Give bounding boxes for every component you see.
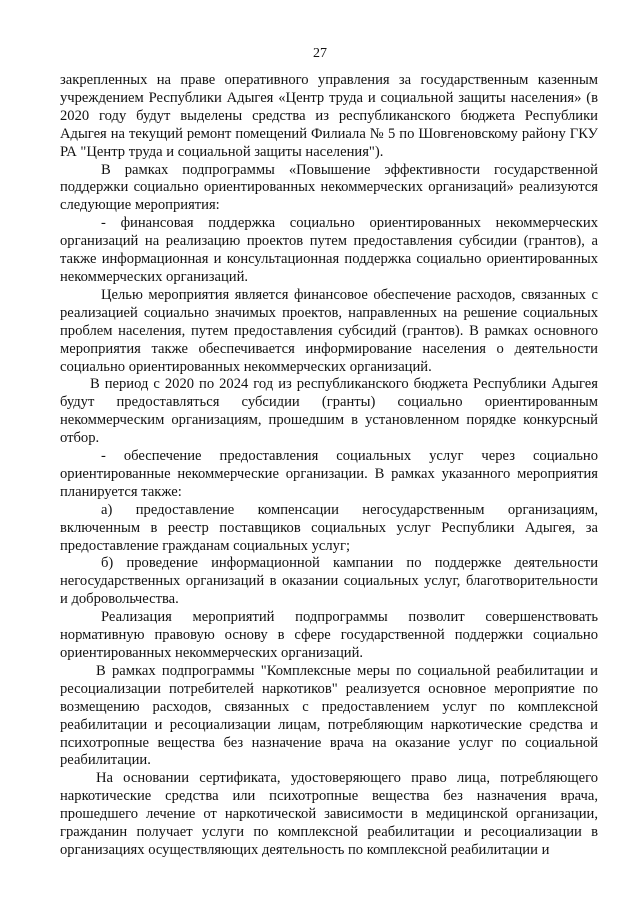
paragraph-subprogram-intro: В рамках подпрограммы «Повышение эффективности государственной поддержки социально ориентированных некоммерческих организаций» реализуются следующие мероприятия: <box>60 161 598 214</box>
paragraph-rehabilitation-subprogram: В рамках подпрограммы "Комплексные меры по социальной реабилитации и ресоциализации потребителей наркотиков" реализуется основное мероприятие по возмещению расходов, связанных с предоставлением услуг по комплексной реабилитации и ресоциализации лицам, потребляющим наркотические средства и психотропные вещества без назначение врача на оказание услуг по социальной реабилитации. <box>60 662 598 769</box>
paragraph-continuation: закрепленных на праве оперативного управления за государственным казенным учреждением Республики Адыгея «Центр труда и социальной защиты населения» (в 2020 году будут выделены средства из республиканского бюджета Республики Адыгея на текущий ремонт помещений Филиала № 5 по Шовгеновскому району ГКУ РА "Центр труда и социальной защиты населения"). <box>60 72 598 160</box>
page-number: 27 <box>313 46 327 61</box>
paragraph-item-b: б) проведение информационной кампании по поддержке деятельности негосударственных организаций в оказании социальных услуг, благотворительности и добровольчества. <box>60 555 598 608</box>
paragraph-implementation-result: Реализация мероприятий подпрограммы позволит совершенствовать нормативную правовую основу в сфере государственной поддержки социально ориентированных некоммерческих организаций. <box>60 609 598 661</box>
paragraph-item-a: а) предоставление компенсации негосударственным организациям, включенным в реестр поставщиков социальных услуг Республики Адыгея, за предоставление гражданам социальных услуг; <box>60 501 598 554</box>
paragraph-certificate: На основании сертификата, удостоверяющего право лица, потребляющего наркотические средства или психотропные вещества без назначения врача, прошедшего лечение от наркотической зависимости в медицинской организации, гражданин получает услуги по комплексной реабилитации и ресоциализации в организациях осуществляющих деятельность по комплексной реабилитации и <box>60 770 598 858</box>
document-body <box>60 72 598 860</box>
paragraph-measure-social-services: - обеспечение предоставления социальных услуг через социально ориентированные некоммерческие организации. В рамках указанного мероприятия планируется также: <box>60 448 598 500</box>
paragraph-measure-goal: Целью мероприятия является финансовое обеспечение расходов, связанных с реализацией социально значимых проектов, направленных на решение социальных проблем населения, путем предоставления субсидий (грантов). В рамках основного мероприятия также обеспечивается информирование населения о деятельности социально ориентированных некоммерческих организаций. <box>60 286 598 375</box>
paragraph-measure-financial-support: - финансовая поддержка социально ориентированных некоммерческих организаций на реализацию проектов путем предоставления субсидии (грантов), а также информационная и консультационная поддержка социально ориентированных некоммерческих организаций. <box>60 215 598 285</box>
paragraph-period-subsidies: В период с 2020 по 2024 год из республиканского бюджета Республики Адыгея будут предоставляться субсидии (гранты) социально ориентированным некоммерческим организациям, прошедшим в установленном порядке конкурсный отбор. <box>60 376 598 447</box>
